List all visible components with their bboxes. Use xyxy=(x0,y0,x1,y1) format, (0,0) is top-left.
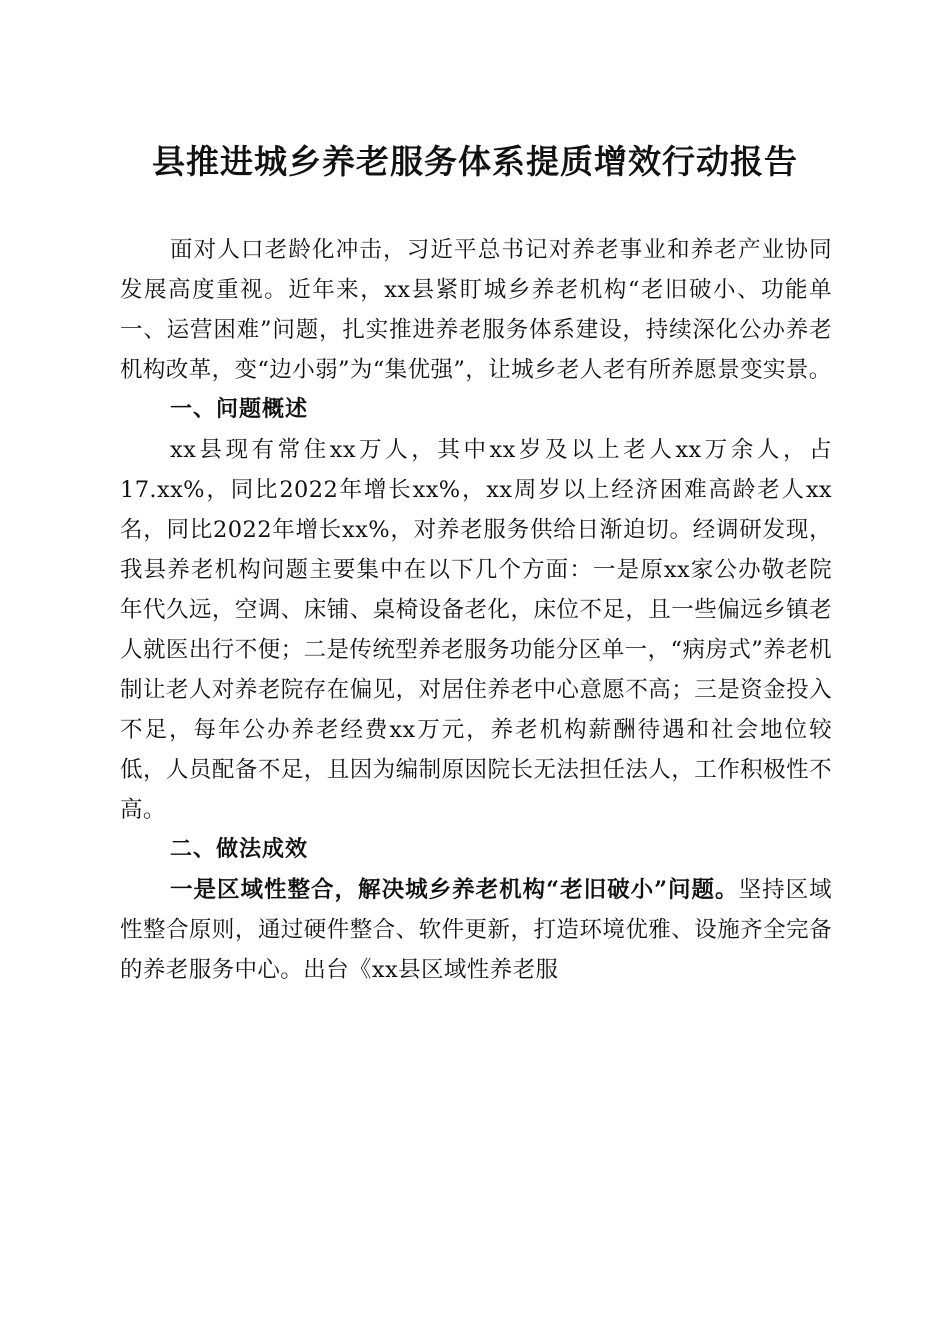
document-title: 县推进城乡养老服务体系提质增效行动报告 xyxy=(152,142,798,181)
section-heading-practices-results: 二、做法成效 xyxy=(170,837,309,862)
section-heading-problem-overview: 一、问题概述 xyxy=(170,397,309,422)
intro-paragraph: 面对人口老龄化冲击，习近平总书记对养老事业和养老产业协同发展高度重视。近年来，xx县紧盯城乡养老机构“老旧破小、功能单一、运营困难”问题，扎实推进养老服务体系建设，持续深化公办养老机构改革，变“边小弱”为“集优强”，让城乡老人老有所养愿景变实景。 xyxy=(120,237,832,383)
practices-paragraph xyxy=(120,870,832,990)
practices-body-text: 坚持区域性整合原则，通过硬件整合、软件更新，打造环境优雅、设施齐全完备的养老服务中心。出台《xx县区域性养老服 xyxy=(120,877,832,983)
problem-overview-paragraph: xx县现有常住xx万人，其中xx岁及以上老人xx万余人，占17.xx%，同比2022年增长xx%，xx周岁以上经济困难高龄老人xx名，同比2022年增长xx%，对养老服务供给日渐迫切。经调研发现，我县养老机构问题主要集中在以下几个方面：一是原xx家公办敬老院年代久远，空调、床铺、桌椅设备老化，床位不足，且一些偏远乡镇老人就医出行不便；二是传统型养老服务功能分区单一，“病房式”养老机制让老人对养老院存在偏见，对居住养老中心意愿不高；三是资金投入不足，每年公办养老经费xx万元，养老机构薪酬待遇和社会地位较低，人员配备不足，且因为编制原因院长无法担任法人，工作积极性不高。 xyxy=(120,437,832,823)
document-body xyxy=(120,230,832,990)
practices-lead-sentence: 一是区域性整合，解决城乡养老机构“老旧破小”问题。 xyxy=(170,877,739,903)
